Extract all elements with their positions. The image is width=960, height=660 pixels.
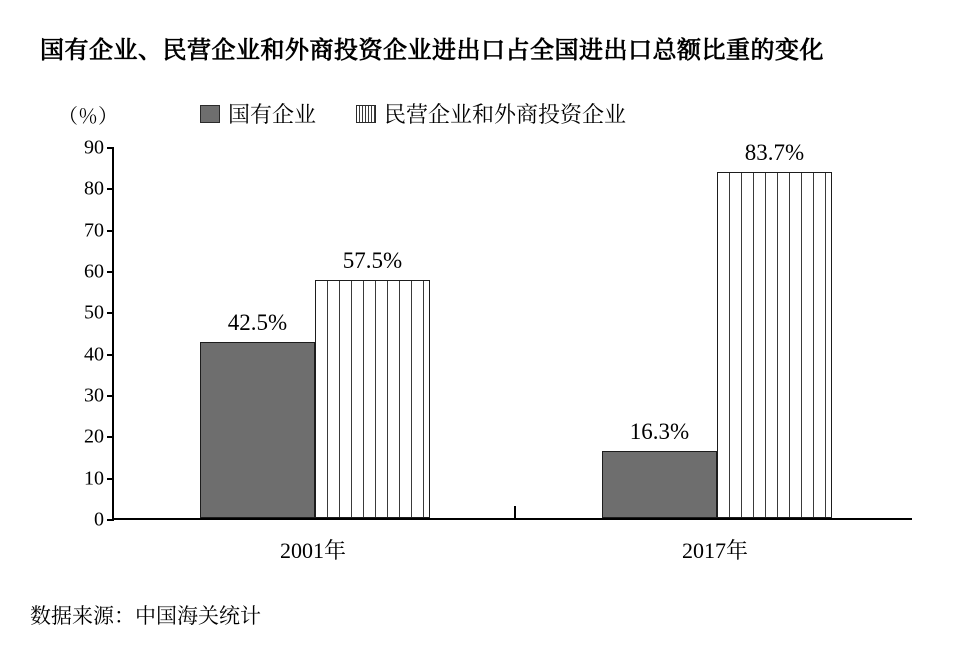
y-tick-label-20: 20: [84, 425, 104, 448]
legend-label-private-foreign: 民营企业和外商投资企业: [384, 102, 627, 127]
y-tick-label-10: 10: [84, 467, 104, 490]
x-axis-group-separator: [514, 506, 516, 520]
y-tick-mark-10: [107, 478, 114, 480]
bar-2017-private-foreign: [717, 140, 832, 518]
bar-value-2017-private-foreign: 83.7%: [744, 140, 805, 166]
y-tick-mark-20: [107, 436, 114, 438]
bar-2001-state-owned: [200, 310, 315, 518]
y-tick-label-40: 40: [84, 343, 104, 366]
data-source-note: 数据来源：中国海关统计: [30, 604, 261, 628]
y-tick-mark-70: [107, 230, 114, 232]
legend-item-state-owned: [200, 98, 316, 129]
bar-value-2001-private-foreign: 57.5%: [342, 248, 403, 274]
bar-value-2017-state-owned: 16.3%: [629, 418, 690, 444]
y-tick-label-0: 0: [94, 508, 104, 531]
y-tick-mark-80: [107, 188, 114, 190]
y-tick-mark-0: [107, 519, 114, 521]
y-tick-label-30: 30: [84, 384, 104, 407]
y-tick-mark-50: [107, 312, 114, 314]
y-tick-label-80: 80: [84, 177, 104, 200]
x-axis-label-2017: 2017年: [681, 538, 749, 563]
legend-item-private-foreign: [356, 98, 626, 129]
y-tick-mark-90: [107, 147, 114, 149]
y-tick-mark-40: [107, 354, 114, 356]
x-axis-label-2001: 2001年: [279, 538, 347, 563]
y-tick-mark-30: [107, 395, 114, 397]
y-tick-label-50: 50: [84, 301, 104, 324]
page-title: 国有企业、民营企业和外商投资企业进出口占全国进出口总额比重的变化: [40, 37, 824, 64]
y-tick-label-70: 70: [84, 219, 104, 242]
legend-label-state-owned: 国有企业: [228, 102, 317, 127]
y-tick-label-60: 60: [84, 260, 104, 283]
bar-2001-private-foreign: [315, 248, 430, 518]
bar-2017-state-owned: [602, 418, 717, 518]
chart-legend: [200, 98, 626, 129]
legend-swatch-solid-icon: [200, 105, 220, 123]
legend-swatch-striped-icon: [356, 105, 376, 123]
y-tick-label-90: 90: [84, 136, 104, 159]
bar-value-2001-state-owned: 42.5%: [227, 310, 288, 336]
y-axis-unit-label: （％）: [58, 106, 118, 128]
y-tick-mark-60: [107, 271, 114, 273]
plot-area: [84, 136, 912, 531]
